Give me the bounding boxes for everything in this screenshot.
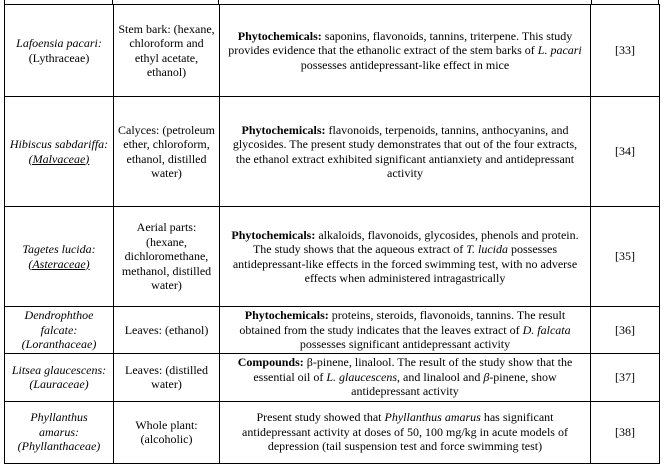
plant-part-cell: Leaves: (ethanol) — [114, 307, 220, 354]
text-segment: -pinene, show antidepressant activity — [351, 369, 557, 399]
description-cell — [220, 401, 591, 463]
text-segment: Tagetes lucida: — [22, 242, 96, 256]
table-row — [5, 97, 660, 207]
text-segment: β-pinene, linalool. The result of the study show that the essential oil of — [253, 355, 573, 384]
text-segment: β — [483, 369, 490, 384]
text-segment: Dendrophthoe falcate: — [24, 308, 94, 337]
medicinal-plants-table — [4, 4, 660, 464]
text-segment: Compounds: — [237, 355, 304, 370]
plant-part-cell: Aerial parts: (hexane, dichloromethane, methanol, distilled water) — [114, 207, 220, 307]
description-cell — [220, 207, 591, 307]
plant-name-cell — [5, 353, 114, 401]
text-segment: Present study showed that — [256, 410, 385, 425]
plant-name-cell — [5, 401, 114, 463]
reference-cell: [35] — [591, 207, 660, 307]
plant-part-cell: Calyces: (petroleum ether, chloroform, ethanol, distilled water) — [114, 97, 220, 207]
text-segment: Hibiscus sabdariffa: — [9, 137, 109, 151]
reference-cell: [36] — [591, 307, 660, 354]
table-row — [5, 401, 660, 463]
plant-name-cell — [5, 5, 114, 97]
table-row — [5, 207, 660, 307]
plant-name-cell — [5, 97, 114, 207]
text-segment: (Phyllanthaceae) — [17, 439, 101, 454]
plant-name-cell — [5, 307, 114, 354]
description-cell — [220, 307, 591, 354]
description-cell — [220, 5, 591, 97]
text-segment: L. glaucescens — [326, 369, 397, 384]
table-row — [5, 307, 660, 354]
text-segment: (Malvaceae) — [28, 151, 90, 166]
reference-cell: [33] — [591, 5, 660, 97]
table-body — [5, 5, 660, 464]
plant-part-cell: Leaves: (distilled water) — [114, 353, 220, 401]
text-segment: Phyllanthus amarus — [384, 410, 481, 425]
reference-cell: [34] — [591, 97, 660, 207]
text-segment: has significant antidepressant activity at doses of 50, 100 mg/kg in acute models of depression (tail suspension test and force swimming test) — [242, 410, 568, 454]
text-segment: (Lauraceae) — [29, 377, 89, 391]
text-segment: , and linalool and — [397, 369, 484, 384]
text-segment: Litsea glaucescens: — [11, 362, 107, 377]
text-segment: possesses antidepressant-like effect in mice — [300, 57, 510, 72]
plant-part-cell: Stem bark: (hexane, chloroform and ethyl acetate, ethanol) — [114, 5, 220, 97]
table-row — [5, 353, 660, 401]
description-cell — [220, 353, 591, 401]
text-segment: D. falcata — [522, 322, 571, 337]
text-segment: (Lythraceae) — [28, 50, 90, 65]
text-segment: alkaloids, flavonoids, glycosides, phenols and protein. The study shows that the aqueous extract of — [252, 227, 579, 256]
text-segment: flavonoids, terpenoids, tannins, anthocyanins, and glycosides. The present study demonstrates that out of the four extracts, the ethanol extract exhibited significant antianxiety and antidepressant activity — [232, 122, 578, 180]
text-segment: (Loranthaceae) — [21, 337, 97, 351]
text-segment: possesses significant antidepressant activity — [299, 337, 511, 351]
text-segment: saponins, flavonoids, tannins, triterpene. This study provides evidence that the ethanolic extract of the stem barks of — [228, 28, 573, 58]
text-segment: Phytochemicals: — [237, 28, 322, 43]
text-segment: T. lucida — [466, 242, 509, 256]
text-segment: (Asteraceae) — [28, 256, 90, 271]
text-segment: Phytochemicals: — [231, 227, 316, 242]
reference-cell: [37] — [591, 353, 660, 401]
plant-part-cell: Whole plant: (alcoholic) — [114, 401, 220, 463]
plant-name-cell — [5, 207, 114, 307]
description-cell — [220, 97, 591, 207]
table-row — [5, 5, 660, 97]
text-segment: proteins, steroids, flavonoids, tannins. The result obtained from the study indicates that the leaves extract of — [239, 308, 566, 337]
text-segment: Lafoensia pacari: — [16, 36, 102, 50]
text-segment: Phytochemicals: — [241, 122, 326, 137]
reference-cell: [38] — [591, 401, 660, 463]
text-segment: Phytochemicals: — [244, 308, 329, 322]
text-segment: L. pacari — [537, 43, 582, 58]
text-segment: Phyllanthus amarus: — [30, 410, 88, 439]
text-segment: possesses antidepressant-like effects in the forced swimming test, with no adverse effects when administered intragastrically — [232, 242, 578, 285]
